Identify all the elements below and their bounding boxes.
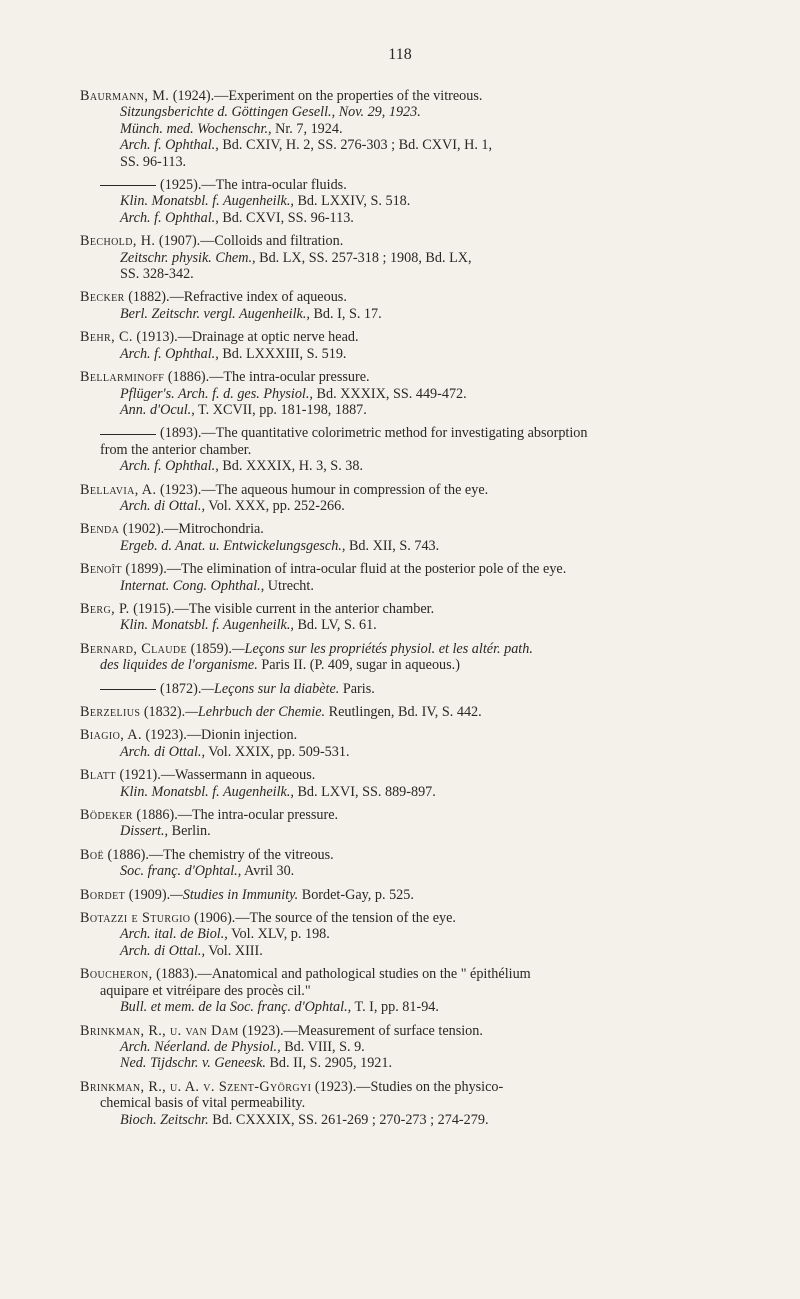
- entry-title: —Lehrbuch der Chemie.: [185, 704, 326, 720]
- source-journal: Bioch. Zeitschr.: [120, 1111, 209, 1128]
- entry-source: [80, 999, 750, 1015]
- entry-source: [80, 346, 750, 362]
- entry-source: [80, 306, 750, 322]
- entry-year: (1913).: [136, 329, 178, 346]
- entry-year: (1902).: [122, 521, 165, 538]
- ditto-dash: [100, 689, 156, 690]
- entry-year: (1872).: [160, 680, 202, 697]
- entry-author: Brinkman, R., u. van Dam: [80, 1022, 239, 1039]
- entry-heading: [80, 233, 750, 249]
- entry-heading: [80, 727, 750, 743]
- entry-source: [80, 744, 750, 760]
- entry-heading: [80, 966, 750, 982]
- entry-year: (1923).: [159, 481, 202, 498]
- source-journal: Ann. d'Ocul.,: [120, 401, 195, 418]
- entry-title: —The quantitative colorimetric method for investigating absorption: [201, 425, 588, 442]
- source-journal: Internat. Cong. Ophthal.,: [120, 577, 265, 594]
- entry-heading: [80, 1023, 750, 1039]
- source-details: Utrecht.: [264, 577, 314, 594]
- source-journal: Arch. f. Ophthal.,: [120, 137, 219, 154]
- entry-heading: [80, 641, 750, 657]
- source-journal: Ergeb. d. Anat. u. Entwickelungsgesch.,: [120, 537, 346, 554]
- entry-title-tail: Paris.: [339, 680, 375, 697]
- entry-title: —The source of the tension of the eye.: [235, 910, 456, 927]
- bibliography: [80, 88, 750, 1135]
- entry-year: (1883).: [156, 966, 198, 983]
- entry-author: Biagio, A.: [80, 727, 142, 744]
- entry-title-continued-text: chemical basis of vital permeability.: [100, 1095, 306, 1112]
- entry-source: [80, 154, 750, 170]
- entry-author: Bellavia, A.: [80, 481, 157, 498]
- entry-author: Bordet: [80, 886, 126, 903]
- entry-title: —Refractive index of aqueous.: [169, 289, 347, 306]
- entry-author: Benoît: [80, 561, 122, 578]
- bib-entry: [80, 767, 750, 800]
- entry-year: (1924).: [172, 88, 215, 104]
- source-journal: Klin. Monatsbl. f. Augenheilk.,: [120, 783, 294, 800]
- bib-entry: [80, 521, 750, 554]
- entry-title: —The elimination of intra-ocular fluid at the posterior pole of the eye.: [166, 561, 567, 578]
- entry-title: —The intra-ocular pressure.: [209, 369, 370, 386]
- entry-year: (1925).: [160, 177, 202, 194]
- entry-title-continued: [80, 442, 750, 458]
- entry-title: —Colloids and filtration.: [200, 233, 344, 250]
- entry-title: —The intra-ocular pressure.: [177, 807, 339, 824]
- source-details: Bd. CXVI, SS. 96-113.: [218, 209, 354, 226]
- entry-heading: [80, 887, 750, 903]
- entry-author: Boë: [80, 846, 104, 863]
- source-details: Vol. XXIX, pp. 509-531.: [205, 743, 350, 760]
- source-details: Vol. XIII.: [205, 942, 263, 959]
- entry-year: (1921).: [119, 767, 161, 784]
- source-journal: Münch. med. Wochenschr.,: [120, 120, 272, 137]
- entry-source: [80, 1039, 750, 1055]
- source-details: Vol. XXX, pp. 252-266.: [205, 497, 345, 514]
- entry-title: —The intra-ocular fluids.: [201, 177, 347, 194]
- entry-source: [80, 402, 750, 418]
- entry-year: (1886).: [107, 846, 149, 863]
- bib-entry: [80, 641, 750, 674]
- source-details: Bd. LV, S. 61.: [293, 617, 377, 634]
- bib-entry: [80, 233, 750, 282]
- entry-source: [80, 104, 750, 120]
- source-details: Bd. VIII, S. 9.: [280, 1038, 365, 1055]
- source-journal: Soc. franç. d'Ophtal.,: [120, 863, 242, 880]
- entry-author: Bechold, H.: [80, 233, 156, 250]
- entry-author: Benda: [80, 521, 120, 538]
- entry-author: Boucheron,: [80, 966, 153, 983]
- entry-heading: [80, 329, 750, 345]
- source-journal: Sitzungsberichte d. Göttingen Gesell., Nov. 29, 1923.: [120, 104, 421, 121]
- entry-title: —The aqueous humour in compression of the eye.: [201, 481, 489, 498]
- entry-year: (1899).: [125, 561, 167, 578]
- source-details: Bd. LXVI, SS. 889-897.: [293, 783, 436, 800]
- entry-year: (1886).: [136, 807, 178, 824]
- entry-title-continued-text: from the anterior chamber.: [100, 441, 252, 458]
- entry-source: [80, 266, 750, 282]
- bib-entry: [80, 807, 750, 840]
- bib-entry: [80, 887, 750, 903]
- source-details: Bd. CXIV, H. 2, SS. 276-303 ; Bd. CXVI, H. 1,: [218, 137, 493, 154]
- ditto-dash: [100, 434, 156, 435]
- entry-title: —Studies in Immunity.: [170, 886, 299, 903]
- bib-entry: [80, 847, 750, 880]
- entry-source: [80, 458, 750, 474]
- source-details: SS. 96-113.: [120, 153, 187, 170]
- ditto-dash: [100, 185, 156, 186]
- entry-heading: [80, 177, 750, 193]
- bib-entry: [80, 289, 750, 322]
- entry-heading: [80, 681, 750, 697]
- entry-author: Baurmann, M.: [80, 88, 170, 104]
- source-journal: Pflüger's. Arch. f. d. ges. Physiol.,: [120, 385, 313, 402]
- entry-title: —Leçons sur la diabète.: [201, 680, 340, 697]
- entry-author: Blatt: [80, 767, 116, 784]
- entry-heading: [80, 561, 750, 577]
- source-journal: Bull. et mem. de la Soc. franç. d'Ophtal.,: [120, 999, 352, 1016]
- entry-year: (1923).: [242, 1022, 284, 1039]
- entry-title: —Measurement of surface tension.: [283, 1022, 483, 1039]
- entry-heading: [80, 807, 750, 823]
- source-journal: Klin. Monatsbl. f. Augenheilk.,: [120, 617, 294, 634]
- entry-year: (1923).: [314, 1078, 357, 1095]
- entry-author: Bernard, Claude: [80, 640, 188, 657]
- entry-source: [80, 617, 750, 633]
- source-journal: Arch. ital. de Biol.,: [120, 926, 228, 943]
- source-journal: Arch. f. Ophthal.,: [120, 209, 219, 226]
- source-journal: Berl. Zeitschr. vergl. Augenheilk.,: [120, 305, 310, 322]
- source-details: Bd. XXXIX, SS. 449-472.: [312, 385, 467, 402]
- entry-author: Brinkman, R., u. A. v. Szent-Györgyi: [80, 1078, 312, 1095]
- entry-author: Berg, P.: [80, 600, 130, 617]
- entry-heading: [80, 1079, 750, 1095]
- entry-source: [80, 121, 750, 137]
- source-details: Bd. CXXXIX, SS. 261-269 ; 270-273 ; 274-279.: [208, 1111, 489, 1128]
- entry-title-continued-tail: Paris II. (P. 409, sugar in aqueous.): [257, 657, 460, 674]
- source-details: Bd. XXXIX, H. 3, S. 38.: [218, 458, 364, 475]
- bib-entry: [80, 561, 750, 594]
- entry-source: [80, 193, 750, 209]
- bib-entry: [80, 482, 750, 515]
- source-details: Bd. LX, SS. 257-318 ; 1908, Bd. LX,: [255, 249, 472, 266]
- entry-heading: [80, 910, 750, 926]
- entry-source: [80, 250, 750, 266]
- source-details: Bd. I, S. 17.: [309, 305, 382, 322]
- entry-heading: [80, 704, 750, 720]
- bib-entry: [80, 681, 750, 697]
- entry-heading: [80, 425, 750, 441]
- bib-entry: [80, 329, 750, 362]
- source-details: Avril 30.: [241, 863, 295, 880]
- bib-entry: [80, 966, 750, 1015]
- entry-author: Berzelius: [80, 704, 141, 720]
- entry-source: [80, 1055, 750, 1071]
- entry-title: —Leçons sur les propriétés physiol. et les altér. path.: [231, 640, 533, 657]
- entry-heading: [80, 521, 750, 537]
- bib-entry: [80, 177, 750, 226]
- source-journal: Dissert.,: [120, 823, 169, 840]
- entry-year: (1909).: [128, 886, 171, 903]
- entry-title-tail: Reutlingen, Bd. IV, S. 442.: [325, 704, 482, 720]
- entry-source: [80, 1112, 750, 1128]
- entry-source: [80, 926, 750, 942]
- source-journal: Arch. f. Ophthal.,: [120, 345, 219, 362]
- entry-heading: [80, 482, 750, 498]
- entry-author: Becker: [80, 289, 125, 306]
- entry-title: —Experiment on the properties of the vitreous.: [214, 88, 483, 104]
- bib-entry: [80, 704, 750, 720]
- bib-entry: [80, 1023, 750, 1072]
- source-details: T. I, pp. 81-94.: [351, 999, 439, 1016]
- entry-year: (1923).: [145, 727, 187, 744]
- source-details: Bd. XII, S. 743.: [345, 537, 440, 554]
- entry-year: (1859).: [190, 640, 232, 657]
- entry-year: (1907).: [158, 233, 201, 250]
- source-journal: Klin. Monatsbl. f. Augenheilk.,: [120, 193, 294, 210]
- entry-title: —Drainage at optic nerve head.: [177, 329, 359, 346]
- source-journal: Arch. di Ottal.,: [120, 942, 205, 959]
- entry-heading: [80, 289, 750, 305]
- entry-title-continued: [80, 1095, 750, 1111]
- entry-title: —The visible current in the anterior chamber.: [174, 600, 435, 617]
- source-details: T. XCVII, pp. 181-198, 1887.: [194, 401, 367, 418]
- entry-title-tail: Bordet-Gay, p. 525.: [298, 886, 414, 903]
- entry-source: [80, 137, 750, 153]
- entry-title-continued-text: des liquides de l'organisme.: [100, 657, 258, 674]
- source-details: Nr. 7, 1924.: [271, 120, 343, 137]
- bib-entry: [80, 601, 750, 634]
- entry-year: (1832).: [143, 704, 186, 720]
- entry-source: [80, 943, 750, 959]
- source-details: Bd. II, S. 2905, 1921.: [265, 1055, 393, 1072]
- entry-title: —Mitrochondria.: [164, 521, 264, 538]
- entry-title: —Studies on the physico-: [356, 1078, 504, 1095]
- source-journal: Arch. f. Ophthal.,: [120, 458, 219, 475]
- entry-year: (1886).: [167, 369, 210, 386]
- entry-source: [80, 784, 750, 800]
- bib-entry: [80, 369, 750, 418]
- entry-title: —Dionin injection.: [186, 727, 298, 744]
- entry-title-continued: [80, 657, 750, 673]
- bib-entry: [80, 727, 750, 760]
- entry-title-continued-text: aquipare et vitréipare des procès cil.": [100, 982, 311, 999]
- entry-source: [80, 386, 750, 402]
- entry-heading: [80, 369, 750, 385]
- entry-author: Bödeker: [80, 807, 133, 824]
- entry-title: —Wassermann in aqueous.: [160, 767, 316, 784]
- entry-year: (1906).: [193, 910, 236, 927]
- bib-entry: [80, 88, 750, 170]
- source-details: Vol. XLV, p. 198.: [227, 926, 330, 943]
- entry-source: [80, 210, 750, 226]
- page-number: 118: [388, 46, 412, 63]
- entry-author: Botazzi e Sturgio: [80, 910, 191, 927]
- entry-heading: [80, 767, 750, 783]
- entry-heading: [80, 88, 750, 104]
- entry-author: Behr, C.: [80, 329, 133, 346]
- source-details: Berlin.: [168, 823, 211, 840]
- bib-entry: [80, 425, 750, 474]
- source-details: Bd. LXXXIII, S. 519.: [218, 345, 347, 362]
- bib-entry: [80, 1079, 750, 1128]
- source-journal: Zeitschr. physik. Chem.,: [120, 249, 256, 266]
- source-journal: Arch. di Ottal.,: [120, 497, 205, 514]
- source-journal: Arch. Néerland. de Physiol.,: [120, 1038, 281, 1055]
- source-details: SS. 328-342.: [120, 266, 194, 283]
- entry-source: [80, 538, 750, 554]
- entry-author: Bellarminoff: [80, 369, 165, 386]
- entry-source: [80, 863, 750, 879]
- entry-heading: [80, 847, 750, 863]
- source-details: Bd. LXXIV, S. 518.: [293, 193, 411, 210]
- source-journal: Arch. di Ottal.,: [120, 743, 205, 760]
- entry-year: (1893).: [160, 425, 202, 442]
- bib-entry: [80, 910, 750, 959]
- entry-year: (1882).: [128, 289, 170, 306]
- entry-heading: [80, 601, 750, 617]
- entry-year: (1915).: [133, 600, 175, 617]
- entry-source: [80, 578, 750, 594]
- entry-title: —Anatomical and pathological studies on the " épithélium: [197, 966, 531, 983]
- source-journal: Ned. Tijdschr. v. Geneesk.: [120, 1055, 266, 1072]
- entry-source: [80, 498, 750, 514]
- entry-title: —The chemistry of the vitreous.: [148, 846, 334, 863]
- entry-source: [80, 823, 750, 839]
- entry-title-continued: [80, 983, 750, 999]
